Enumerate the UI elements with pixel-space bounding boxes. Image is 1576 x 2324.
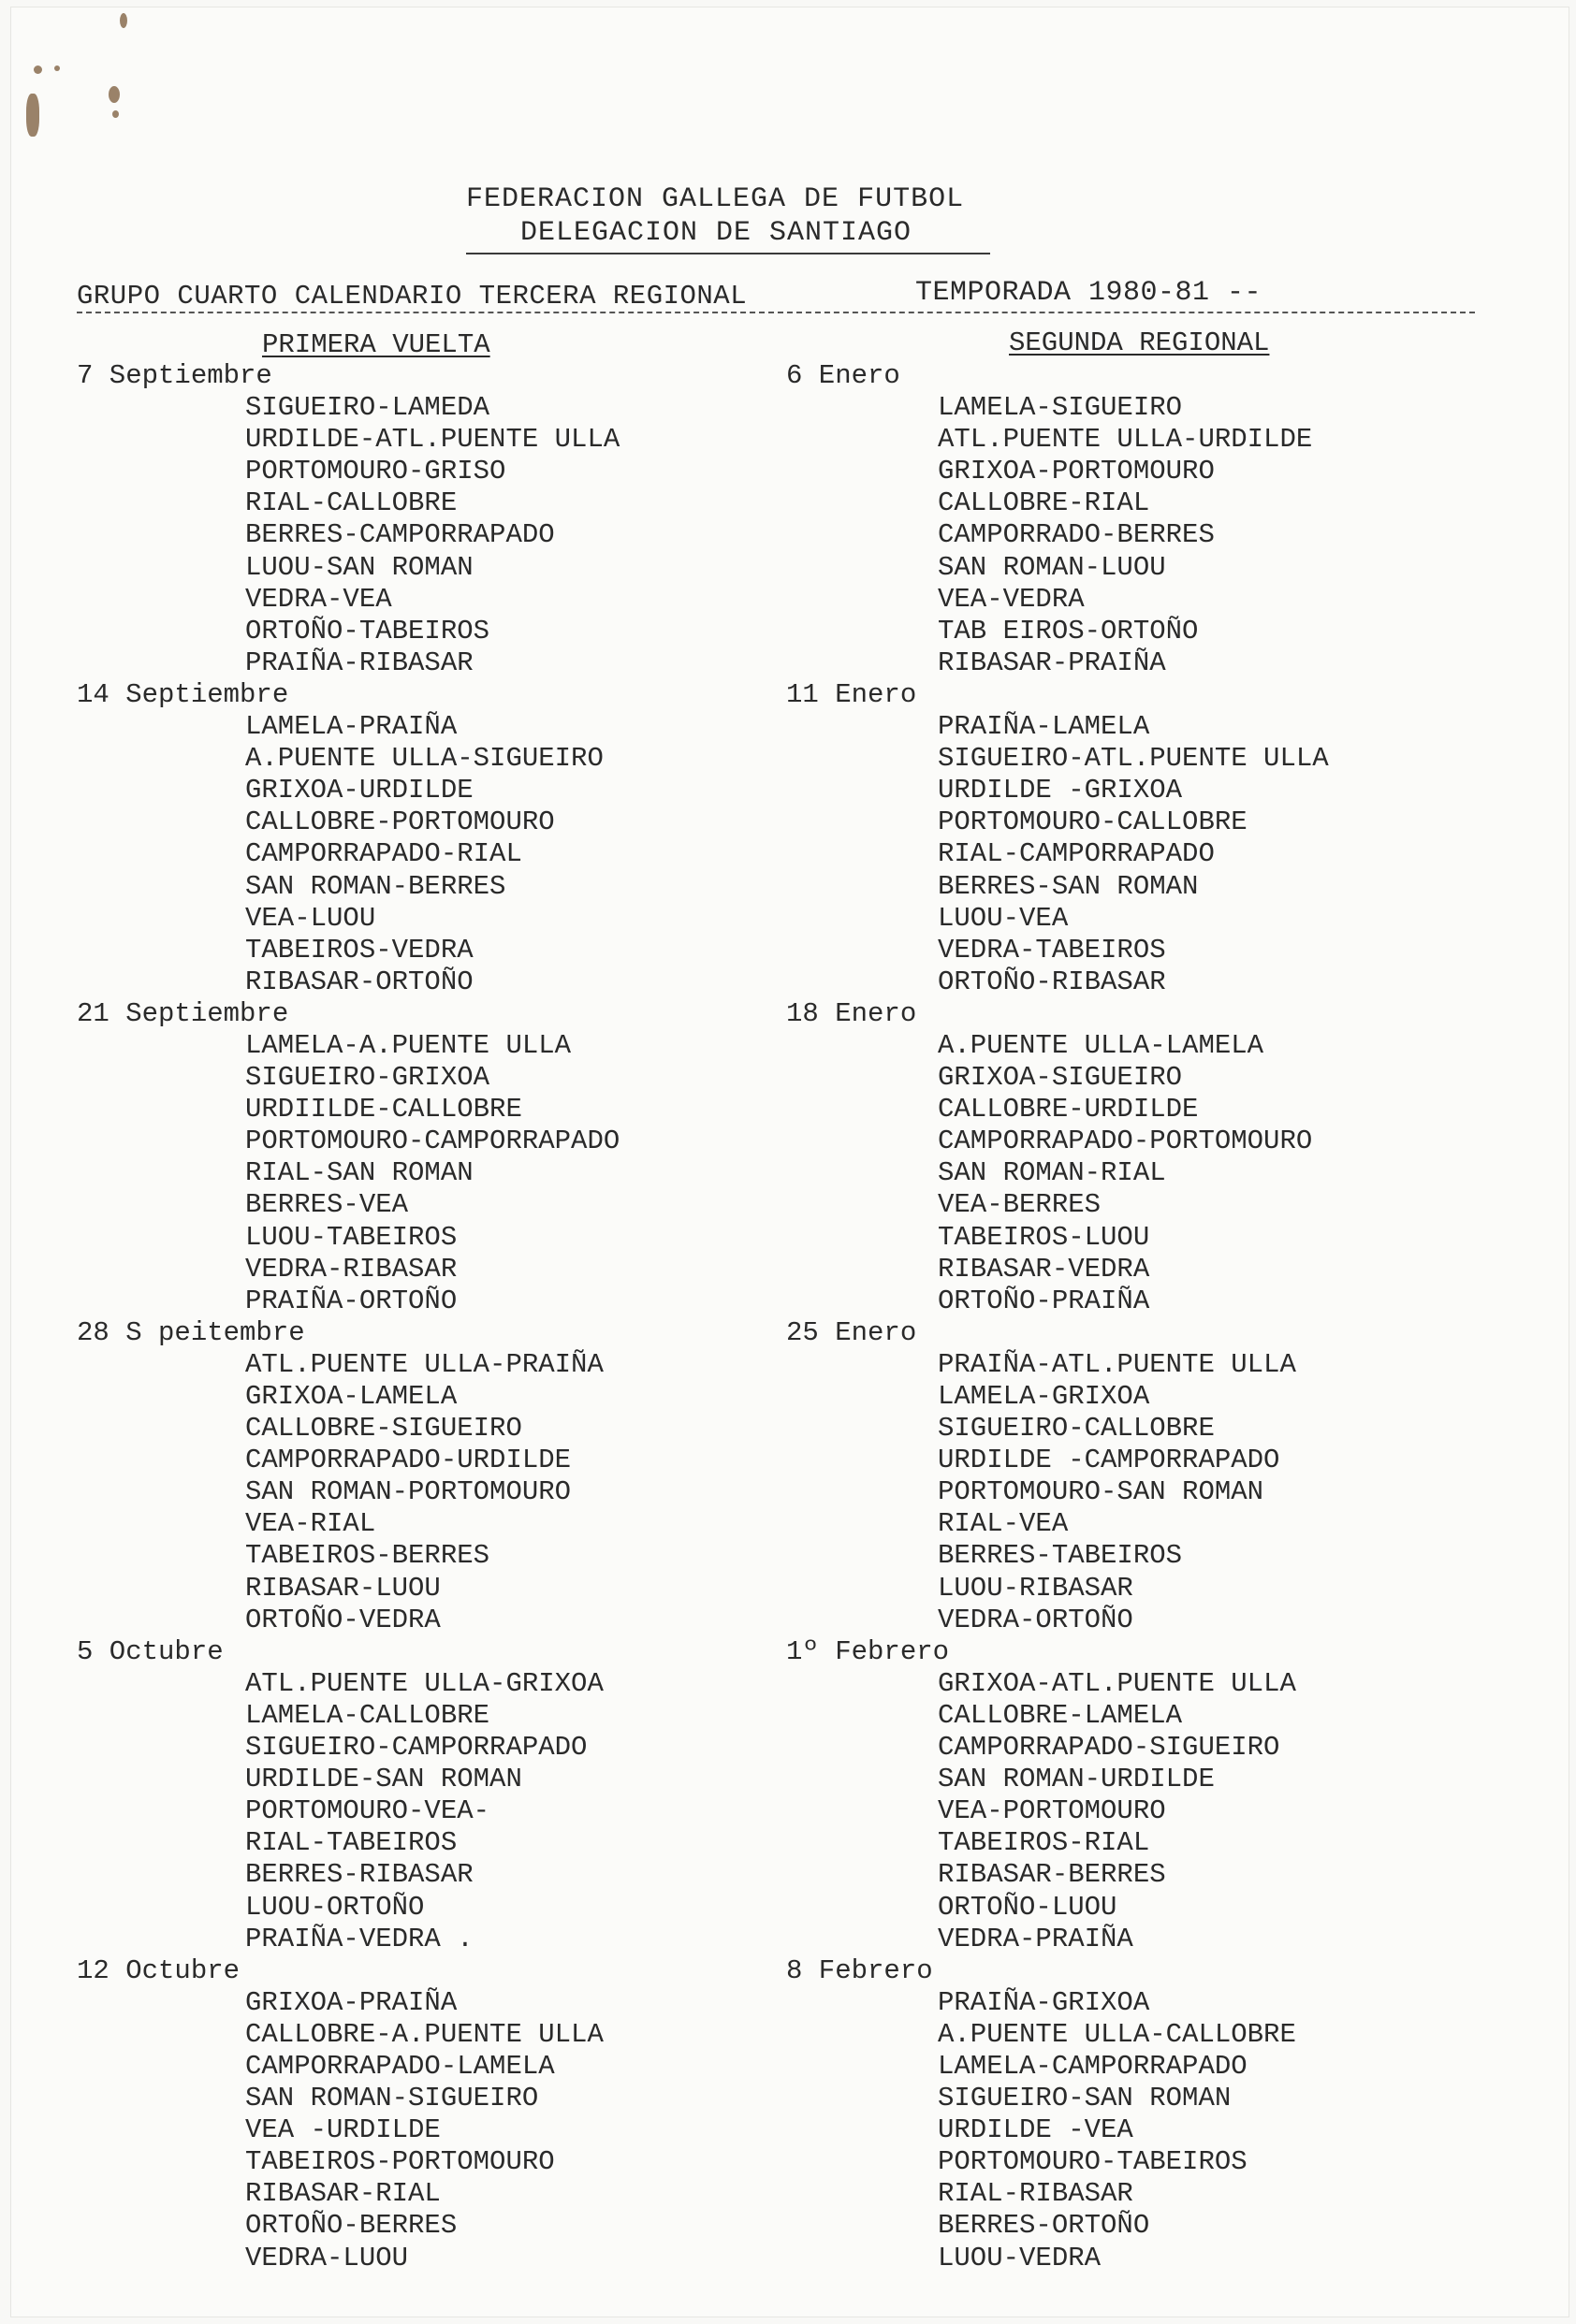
fixture-line: BERRES-SAN ROMAN bbox=[938, 870, 1199, 902]
fixture-line: SAN ROMAN-LUOU bbox=[938, 551, 1166, 583]
fixture-line: CAMPORRAPADO-URDILDE bbox=[245, 1445, 572, 1476]
fixture-line: SIGUEIRO-CALLOBRE bbox=[938, 1413, 1215, 1445]
fixture-line: PRAIÑA-RIBASAR bbox=[245, 646, 474, 678]
ink-stain bbox=[112, 110, 119, 118]
second-round-heading: SEGUNDA REGIONAL bbox=[1009, 327, 1270, 358]
fixture-line: A.PUENTE ULLA-LAMELA bbox=[938, 1029, 1264, 1061]
ink-stain bbox=[109, 86, 120, 103]
fixture-line: URDILDE-SAN ROMAN bbox=[245, 1764, 522, 1795]
fixture-line: TABEIROS-BERRES bbox=[245, 1540, 490, 1572]
season-title: TEMPORADA 1980-81 -- bbox=[915, 277, 1262, 309]
fixture-line: SIGUEIRO-GRIXOA bbox=[245, 1062, 490, 1094]
fixture-line: SAN ROMAN-PORTOMOURO bbox=[245, 1476, 572, 1508]
fixture-line: RIAL-CALLOBRE bbox=[245, 487, 458, 519]
fixture-line: LUOU-TABEIROS bbox=[245, 1221, 458, 1253]
fixture-line: SAN ROMAN-BERRES bbox=[245, 870, 506, 902]
header-rule bbox=[77, 312, 1475, 313]
fixture-line: URDILDE-ATL.PUENTE ULLA bbox=[245, 424, 620, 456]
fixture-line: LAMELA-A.PUENTE ULLA bbox=[245, 1029, 572, 1061]
fixture-line: GRIXOA-SIGUEIRO bbox=[938, 1062, 1183, 1094]
fixture-line: PORTOMOURO-CAMPORRAPADO bbox=[245, 1126, 620, 1157]
fixture-line: URDILDE -GRIXOA bbox=[938, 775, 1183, 806]
fixture-line: GRIXOA-PORTOMOURO bbox=[938, 456, 1215, 487]
fixture-line: VEDRA-TABEIROS bbox=[938, 934, 1166, 966]
fixture-line: ORTOÑO-RIBASAR bbox=[938, 966, 1166, 997]
ink-stain bbox=[26, 94, 39, 137]
fixture-line: PORTOMOURO-GRISO bbox=[245, 456, 506, 487]
fixture-line: RIAL-TABEIROS bbox=[245, 1827, 458, 1859]
fixture-line: GRIXOA-URDILDE bbox=[245, 775, 474, 806]
fixture-line: CAMPORRADO-BERRES bbox=[938, 519, 1215, 551]
fixture-line: RIBASAR-LUOU bbox=[245, 1572, 441, 1604]
fixture-line: CAMPORRAPADO-RIAL bbox=[245, 838, 522, 870]
fixture-line: VEA-VEDRA bbox=[938, 583, 1085, 615]
ink-stain bbox=[54, 65, 60, 71]
fixture-line: BERRES-ORTOÑO bbox=[938, 2210, 1150, 2242]
fixture-line: VEDRA-PRAIÑA bbox=[938, 1923, 1133, 1954]
fixture-line: PRAIÑA-ORTOÑO bbox=[245, 1285, 458, 1316]
fixture-line: BERRES-TABEIROS bbox=[938, 1540, 1183, 1572]
fixture-line: RIBASAR-ORTOÑO bbox=[245, 966, 474, 997]
fixture-line: PORTOMOURO-SAN ROMAN bbox=[938, 1476, 1264, 1508]
fixture-line: ORTOÑO-VEDRA bbox=[245, 1604, 441, 1635]
fixture-line: RIAL-RIBASAR bbox=[938, 2178, 1133, 2210]
fixture-line: VEA-BERRES bbox=[938, 1189, 1102, 1221]
matchday-date: 28 S peitembre bbox=[77, 1316, 305, 1348]
matchday-date: 12 Octubre bbox=[77, 1954, 241, 1986]
fixture-line: URDILDE -VEA bbox=[938, 2114, 1133, 2146]
fixture-line: ATL.PUENTE ULLA-PRAIÑA bbox=[245, 1348, 604, 1380]
fixture-line: TABEIROS-RIAL bbox=[938, 1827, 1150, 1859]
fixture-line: ORTOÑO-PRAIÑA bbox=[938, 1285, 1150, 1316]
fixture-line: A.PUENTE ULLA-SIGUEIRO bbox=[245, 743, 604, 775]
fixture-line: CAMPORRAPADO-LAMELA bbox=[245, 2050, 555, 2082]
fixture-line: LUOU-SAN ROMAN bbox=[245, 551, 474, 583]
fixture-line: ORTOÑO-TABEIROS bbox=[245, 615, 490, 646]
fixture-line: PORTOMOURO-VEA- bbox=[245, 1795, 490, 1827]
fixture-line: SIGUEIRO-LAMEDA bbox=[245, 392, 490, 424]
fixture-line: RIBASAR-RIAL bbox=[245, 2178, 441, 2210]
fixture-line: BERRES-CAMPORRAPADO bbox=[245, 519, 555, 551]
fixture-line: PORTOMOURO-TABEIROS bbox=[938, 2146, 1248, 2178]
matchday-date: 7 Septiembre bbox=[77, 360, 272, 391]
fixture-line: ORTOÑO-BERRES bbox=[245, 2210, 458, 2242]
fixture-line: GRIXOA-ATL.PUENTE ULLA bbox=[938, 1667, 1296, 1699]
fixture-line: CALLOBRE-SIGUEIRO bbox=[245, 1413, 522, 1445]
fixture-line: TAB EIROS-ORTOÑO bbox=[938, 615, 1199, 646]
fixture-line: URDILDE -CAMPORRAPADO bbox=[938, 1445, 1280, 1476]
first-round-heading: PRIMERA VUELTA bbox=[262, 329, 490, 360]
fixture-line: RIAL-VEA bbox=[938, 1508, 1069, 1540]
federation-title: FEDERACION GALLEGA DE FUTBOL bbox=[466, 183, 965, 215]
fixture-line: PRAIÑA-GRIXOA bbox=[938, 1986, 1150, 2018]
fixture-line: LAMELA-SIGUEIRO bbox=[938, 392, 1183, 424]
fixture-line: LUOU-RIBASAR bbox=[938, 1572, 1133, 1604]
matchday-date: 25 Enero bbox=[786, 1316, 917, 1348]
ink-stain bbox=[34, 65, 42, 74]
fixture-line: LAMELA-CALLOBRE bbox=[245, 1699, 490, 1731]
group-calendar-title: GRUPO CUARTO CALENDARIO TERCERA REGIONAL bbox=[77, 281, 748, 312]
fixture-line: A.PUENTE ULLA-CALLOBRE bbox=[938, 2018, 1296, 2050]
fixture-line: CALLOBRE-RIAL bbox=[938, 487, 1150, 519]
fixture-line: ORTOÑO-LUOU bbox=[938, 1891, 1117, 1923]
fixture-line: RIBASAR-PRAIÑA bbox=[938, 646, 1166, 678]
delegation-underline bbox=[466, 253, 990, 254]
matchday-date: 5 Octubre bbox=[77, 1635, 224, 1667]
fixture-line: LAMELA-PRAIÑA bbox=[245, 711, 458, 743]
fixture-line: PRAIÑA-LAMELA bbox=[938, 711, 1150, 743]
fixture-line: ATL.PUENTE ULLA-URDILDE bbox=[938, 424, 1313, 456]
fixture-line: SAN ROMAN-SIGUEIRO bbox=[245, 2083, 539, 2114]
fixture-line: LUOU-VEDRA bbox=[938, 2242, 1102, 2273]
fixture-line: VEA -URDILDE bbox=[245, 2114, 441, 2146]
fixture-line: CALLOBRE-PORTOMOURO bbox=[245, 806, 555, 838]
fixture-line: VEA-LUOU bbox=[245, 902, 376, 934]
fixture-line: SAN ROMAN-URDILDE bbox=[938, 1764, 1215, 1795]
fixture-line: CAMPORRAPADO-SIGUEIRO bbox=[938, 1732, 1280, 1764]
fixture-line: SIGUEIRO-CAMPORRAPADO bbox=[245, 1732, 588, 1764]
fixture-line: LUOU-ORTOÑO bbox=[245, 1891, 425, 1923]
fixture-line: CALLOBRE-A.PUENTE ULLA bbox=[245, 2018, 604, 2050]
fixture-line: RIAL-CAMPORRAPADO bbox=[938, 838, 1215, 870]
matchday-date: 11 Enero bbox=[786, 678, 917, 710]
matchday-date: 18 Enero bbox=[786, 997, 917, 1029]
fixture-line: VEDRA-ORTOÑO bbox=[938, 1604, 1133, 1635]
fixture-line: URDIILDE-CALLOBRE bbox=[245, 1094, 522, 1126]
fixture-line: RIBASAR-VEDRA bbox=[938, 1253, 1150, 1285]
ink-stain bbox=[120, 13, 127, 28]
fixture-line: VEA-RIAL bbox=[245, 1508, 376, 1540]
fixture-line: LAMELA-GRIXOA bbox=[938, 1381, 1150, 1412]
matchday-date: 21 Septiembre bbox=[77, 997, 289, 1029]
fixture-line: PORTOMOURO-CALLOBRE bbox=[938, 806, 1248, 838]
fixture-line: LUOU-VEA bbox=[938, 902, 1069, 934]
fixture-line: SAN ROMAN-RIAL bbox=[938, 1157, 1166, 1189]
fixture-line: SIGUEIRO-SAN ROMAN bbox=[938, 2083, 1232, 2114]
fixture-line: CAMPORRAPADO-PORTOMOURO bbox=[938, 1126, 1313, 1157]
fixture-line: GRIXOA-PRAIÑA bbox=[245, 1986, 458, 2018]
fixture-line: VEDRA-LUOU bbox=[245, 2242, 409, 2273]
fixture-line: VEDRA-VEA bbox=[245, 583, 392, 615]
fixture-line: PRAIÑA-ATL.PUENTE ULLA bbox=[938, 1348, 1296, 1380]
fixture-line: BERRES-RIBASAR bbox=[245, 1859, 474, 1891]
first-round-schedule bbox=[77, 360, 620, 2274]
fixture-line: GRIXOA-LAMELA bbox=[245, 1381, 458, 1412]
matchday-date: 6 Enero bbox=[786, 360, 900, 391]
fixture-line: BERRES-VEA bbox=[245, 1189, 409, 1221]
fixture-line: RIBASAR-BERRES bbox=[938, 1859, 1166, 1891]
second-round-schedule bbox=[786, 360, 1329, 2274]
fixture-line: VEDRA-RIBASAR bbox=[245, 1253, 458, 1285]
fixture-line: TABEIROS-LUOU bbox=[938, 1221, 1150, 1253]
fixture-line: LAMELA-CAMPORRAPADO bbox=[938, 2050, 1248, 2082]
delegation-title: DELEGACION DE SANTIAGO bbox=[520, 217, 912, 249]
fixture-line: CALLOBRE-LAMELA bbox=[938, 1699, 1183, 1731]
fixture-line: SIGUEIRO-ATL.PUENTE ULLA bbox=[938, 743, 1329, 775]
fixture-line: VEA-PORTOMOURO bbox=[938, 1795, 1166, 1827]
fixture-line: TABEIROS-PORTOMOURO bbox=[245, 2146, 555, 2178]
matchday-date: 8 Febrero bbox=[786, 1954, 933, 1986]
fixture-line: RIAL-SAN ROMAN bbox=[245, 1157, 474, 1189]
matchday-date: 1º Febrero bbox=[786, 1635, 950, 1667]
fixture-line: PRAIÑA-VEDRA . bbox=[245, 1923, 474, 1954]
fixture-line: TABEIROS-VEDRA bbox=[245, 934, 474, 966]
fixture-line: CALLOBRE-URDILDE bbox=[938, 1094, 1199, 1126]
matchday-date: 14 Septiembre bbox=[77, 678, 289, 710]
fixture-line: ATL.PUENTE ULLA-GRIXOA bbox=[245, 1667, 604, 1699]
